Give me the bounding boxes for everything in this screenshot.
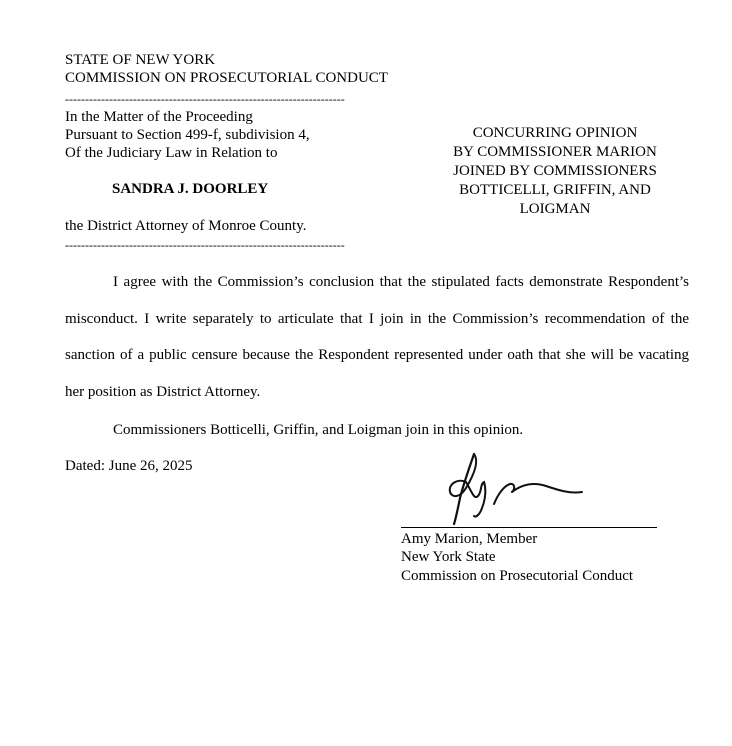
signature-line [401, 527, 657, 528]
caption-line-3: Of the Judiciary Law in Relation to [65, 145, 278, 161]
body-paragraph-1: I agree with the Commission’s conclusion that the stipulated facts demonstrate Respondent’s misconduct. I write separately to articulate that I join in the Commission’s recommendation of the sanction of a public censure because the Respondent represented under oath that she will be vacating her position as District Attorney. [65, 274, 689, 400]
caption-office: the District Attorney of Monroe County. [65, 218, 307, 234]
body-paragraph-2: Commissioners Botticelli, Griffin, and Loigman join in this opinion. [113, 422, 524, 438]
opinion-title-line-1: CONCURRING OPINION [472, 125, 638, 141]
opinion-title-line-3: JOINED BY COMMISSIONERS [453, 163, 657, 179]
opinion-title [440, 124, 670, 219]
caption-line-1: In the Matter of the Proceeding [65, 109, 253, 125]
opinion-title-line-5: LOIGMAN [519, 201, 591, 217]
respondent-name: SANDRA J. DOORLEY [112, 181, 269, 197]
caption-line-2: Pursuant to Section 499-f, subdivision 4, [65, 127, 310, 143]
header-commission: COMMISSION ON PROSECUTORIAL CONDUCT [65, 70, 388, 86]
opinion-title-line-4: BOTTICELLI, GRIFFIN, AND [459, 182, 651, 198]
header-divider: ---------------------------------------------------------------------- [65, 92, 345, 106]
signer-name: Amy Marion, Member [401, 531, 538, 547]
signer-commission: Commission on Prosecutorial Conduct [401, 568, 634, 584]
signer-state: New York State [401, 549, 496, 565]
signature-image [430, 448, 600, 528]
header-state: STATE OF NEW YORK [65, 52, 216, 68]
dated-line: Dated: June 26, 2025 [65, 458, 193, 474]
opinion-title-line-2: BY COMMISSIONER MARION [453, 144, 657, 160]
caption-divider: ---------------------------------------------------------------------- [65, 238, 345, 252]
